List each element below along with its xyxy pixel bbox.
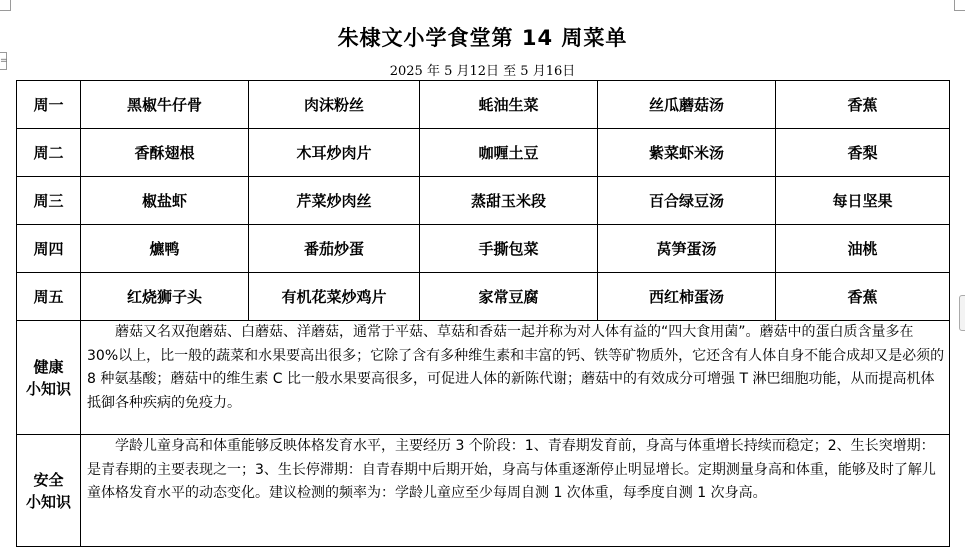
- dish-cell: 椒盐虾: [81, 177, 249, 225]
- dish-cell: 丝瓜蘑菇汤: [598, 81, 776, 129]
- dish-cell: 芹菜炒肉丝: [249, 177, 420, 225]
- safety-label-line2: 小知识: [25, 492, 71, 511]
- dish-cell: 香蕉: [776, 81, 950, 129]
- dish-cell: 肉沫粉丝: [249, 81, 420, 129]
- dish-cell: 香梨: [776, 129, 950, 177]
- page-corner-mark-right: [954, 0, 965, 11]
- health-tips-row: [17, 321, 950, 435]
- safety-tips-paragraph: 学龄儿童身高和体重能够反映体格发育水平，主要经历 3 个阶段：1、青春期发育前，身高与体重增长持续而稳定；2、生长突增期：是青春期的主要表现之一；3、生长停滞期：自青春期中后期开始，身高与体重逐渐停止明显增长。定期测量身高和体重，能够及时了解儿童体格发育水平的动态变化。建议检测的频率为：学龄儿童应至少每周自测 1 次体重，每季度自测 1 次身高。: [87, 438, 936, 501]
- dish-cell: 香酥翅根: [81, 129, 249, 177]
- table-row-friday: [17, 273, 950, 321]
- dish-cell: 番茄炒蛋: [249, 225, 420, 273]
- menu-table: [16, 80, 950, 547]
- day-label: 周五: [17, 273, 81, 321]
- health-tips-text: [81, 321, 950, 435]
- table-row-tuesday: [17, 129, 950, 177]
- dish-cell: 木耳炒肉片: [249, 129, 420, 177]
- dish-cell: 咖喱土豆: [420, 129, 598, 177]
- dish-cell: 黑椒牛仔骨: [81, 81, 249, 129]
- day-label: 周四: [17, 225, 81, 273]
- table-row-wednesday: [17, 177, 950, 225]
- dish-cell: 爊鸭: [81, 225, 249, 273]
- dish-cell: 百合绿豆汤: [598, 177, 776, 225]
- ruler-marker[interactable]: =: [0, 52, 7, 70]
- page-corner-mark-left: [0, 0, 11, 11]
- health-label-line1: 健康: [33, 357, 64, 376]
- dish-cell: 油桃: [776, 225, 950, 273]
- dish-cell: 莴笋蛋汤: [598, 225, 776, 273]
- dish-cell: 红烧狮子头: [81, 273, 249, 321]
- scrollbar-tab[interactable]: [959, 295, 965, 331]
- day-label: 周一: [17, 81, 81, 129]
- page-title: 朱棣文小学食堂第 14 周菜单: [337, 26, 628, 50]
- dish-cell: 每日坚果: [776, 177, 950, 225]
- dish-cell: 香蕉: [776, 273, 950, 321]
- safety-tips-label: [17, 435, 81, 547]
- date-range: 2025 年 5 月12日 至 5 月16日: [389, 64, 576, 79]
- table-row-monday: [17, 81, 950, 129]
- dish-cell: 家常豆腐: [420, 273, 598, 321]
- safety-tips-row: [17, 435, 950, 547]
- dish-cell: 紫菜虾米汤: [598, 129, 776, 177]
- health-tips-paragraph: 蘑菇又名双孢蘑菇、白蘑菇、洋蘑菇，通常于平菇、草菇和香菇一起并称为对人体有益的“四大食用菌”。蘑菇中的蛋白质含量多在 30%以上，比一般的蔬菜和水果要高出很多；它除了含有多种维生素和丰富的钙、铁等矿物质外，它还含有人体自身不能合成却又是必须的 8 种氨基酸；蘑菇中的维生素 C 比一般水果要高很多，可促进人体的新陈代谢；蘑菇中的有效成分可增强 T 淋巴细胞功能，从而提高机体抵御各种疾病的免疫力。: [87, 324, 945, 411]
- day-label: 周三: [17, 177, 81, 225]
- table-row-thursday: [17, 225, 950, 273]
- dish-cell: 蚝油生菜: [420, 81, 598, 129]
- dish-cell: 西红柿蛋汤: [598, 273, 776, 321]
- health-tips-label: [17, 321, 81, 435]
- dish-cell: 有机花菜炒鸡片: [249, 273, 420, 321]
- day-label: 周二: [17, 129, 81, 177]
- safety-tips-text: [81, 435, 950, 547]
- safety-label-line1: 安全: [33, 470, 64, 489]
- dish-cell: 蒸甜玉米段: [420, 177, 598, 225]
- dish-cell: 手撕包菜: [420, 225, 598, 273]
- health-label-line2: 小知识: [25, 379, 71, 398]
